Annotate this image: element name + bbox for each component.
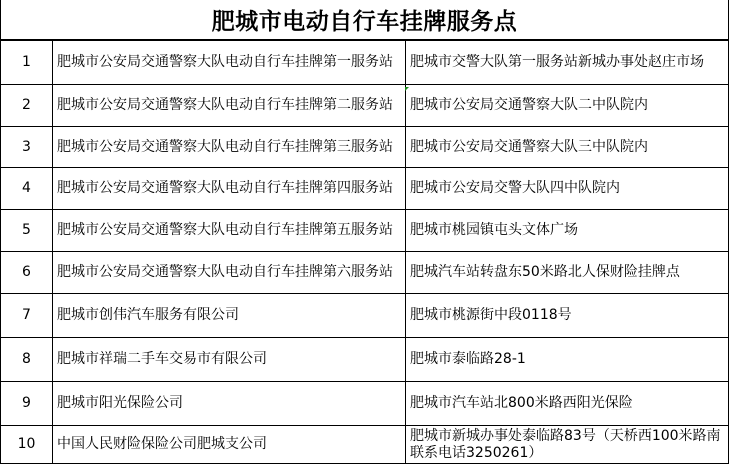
service-point-name-cell[interactable]: 肥城市公安局交通警察大队电动自行车挂牌第二服务站 [53,85,406,127]
row-index-cell[interactable]: 4 [1,168,53,210]
service-point-address-cell[interactable]: 肥城市汽车站北800米路西阳光保险 [406,382,729,426]
service-point-address-cell[interactable]: 肥城市公安局交警大队四中队院内 [406,168,729,210]
row-index-cell[interactable]: 1 [1,41,53,85]
service-point-address-cell[interactable]: 肥城市泰临路28-1 [406,338,729,382]
service-point-name-cell[interactable]: 肥城市创伟汽车服务有限公司 [53,294,406,338]
service-point-address-cell[interactable]: 肥城市桃源街中段0118号 [406,294,729,338]
table-row [1,294,729,338]
row-index-cell[interactable]: 2 [1,85,53,127]
table-row [1,382,729,426]
row-index-cell[interactable]: 6 [1,252,53,294]
service-point-address-cell[interactable]: 肥城市桃园镇屯头文体广场 [406,210,729,252]
row-index-cell[interactable]: 7 [1,294,53,338]
table-row [1,85,729,127]
cell-comment-marker [405,87,409,91]
service-point-address-cell[interactable]: 肥城市新城办事处泰临路83号（天桥西100米路南联系电话3250261） [406,426,729,464]
table-row [1,252,729,294]
service-point-name-cell[interactable]: 肥城市公安局交通警察大队电动自行车挂牌第一服务站 [53,41,406,85]
service-point-name-cell[interactable]: 肥城市公安局交通警察大队电动自行车挂牌第三服务站 [53,127,406,168]
table-title: 肥城市电动自行车挂牌服务点 [0,0,729,40]
service-point-name-cell[interactable]: 肥城市公安局交通警察大队电动自行车挂牌第六服务站 [53,252,406,294]
row-index-cell[interactable]: 3 [1,127,53,168]
row-index-cell[interactable]: 5 [1,210,53,252]
service-point-name-cell[interactable]: 肥城市公安局交通警察大队电动自行车挂牌第四服务站 [53,168,406,210]
service-point-address-cell[interactable]: 肥城市交警大队第一服务站新城办事处赵庄市场 [406,41,729,85]
service-point-name-cell[interactable]: 肥城市阳光保险公司 [53,382,406,426]
service-point-name-cell[interactable]: 肥城市公安局交通警察大队电动自行车挂牌第五服务站 [53,210,406,252]
table-row [1,426,729,464]
service-point-address-cell[interactable]: 肥城市公安局交通警察大队三中队院内 [406,127,729,168]
row-index-cell[interactable]: 9 [1,382,53,426]
row-index-cell[interactable]: 10 [1,426,53,464]
row-index-cell[interactable]: 8 [1,338,53,382]
table-row [1,41,729,85]
service-point-name-cell[interactable]: 肥城市祥瑞二手车交易市有限公司 [53,338,406,382]
table-row [1,338,729,382]
table-row [1,210,729,252]
service-points-table [0,40,729,464]
service-point-address-cell[interactable]: 肥城汽车站转盘东50米路北人保财险挂牌点 [406,252,729,294]
service-point-address-cell[interactable]: 肥城市公安局交通警察大队二中队院内 [406,85,729,127]
service-point-name-cell[interactable]: 中国人民财险保险公司肥城支公司 [53,426,406,464]
table-row [1,168,729,210]
table-row [1,127,729,168]
sheet-left-border [0,0,1,463]
